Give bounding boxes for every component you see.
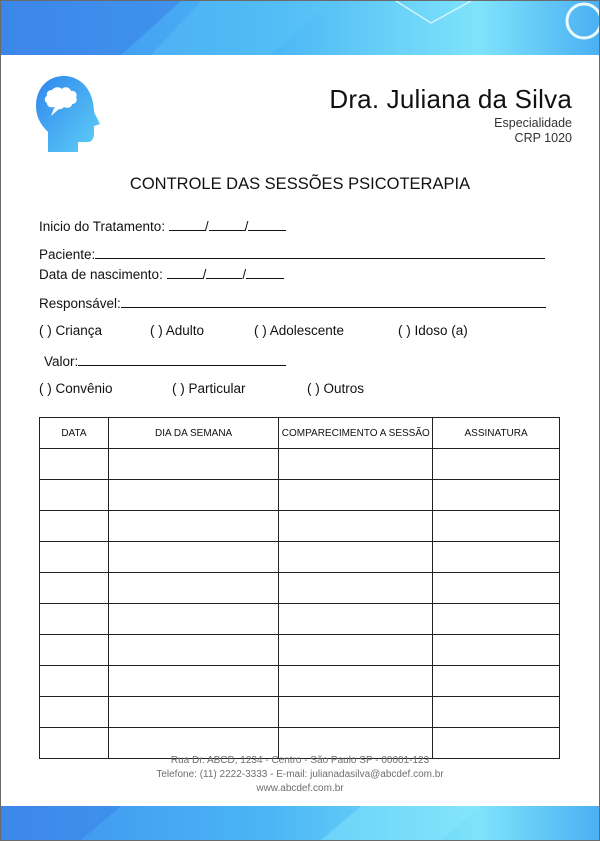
cell-data[interactable] (40, 728, 109, 759)
cell-comparecimento[interactable] (279, 604, 433, 635)
patient-label: Paciente: (39, 247, 96, 262)
birth-date-label: Data de nascimento: (39, 267, 163, 282)
cell-dia-da-semana[interactable] (108, 666, 279, 697)
sessions-table (39, 417, 560, 759)
cell-assinatura[interactable] (433, 666, 560, 697)
form-title: CONTROLE DAS SESSÕES PSICOTERAPIA (129, 175, 471, 193)
table-row (40, 604, 560, 635)
cell-comparecimento[interactable] (279, 480, 433, 511)
cell-assinatura[interactable] (433, 635, 560, 666)
cell-dia-da-semana[interactable] (108, 449, 279, 480)
footer-band-decoration (1, 806, 599, 840)
footer-band (1, 806, 599, 840)
cell-comparecimento[interactable] (279, 697, 433, 728)
specialty: Especialidade (494, 116, 572, 130)
cell-assinatura[interactable] (433, 480, 560, 511)
cell-assinatura[interactable] (433, 511, 560, 542)
cell-comparecimento[interactable] (279, 449, 433, 480)
option-outros[interactable]: ( ) Outros (307, 381, 365, 396)
header-data: DATA (40, 418, 109, 449)
cell-assinatura[interactable] (433, 728, 560, 759)
cell-data[interactable] (40, 511, 109, 542)
option-adolescente[interactable]: ( ) Adolescente (254, 323, 345, 338)
header-band-decoration (1, 1, 599, 55)
footer-contact: Telefone: (11) 2222-3333 - E-mail: julianadasilva@abcdef.com.br (156, 769, 444, 780)
cell-dia-da-semana[interactable] (108, 573, 279, 604)
footer-address: Rua Dr. ABCD, 1234 - Centro - São Paulo SP - 00001-123 (170, 755, 430, 766)
table-row (40, 542, 560, 573)
value-field[interactable] (44, 352, 286, 369)
patient-field[interactable] (39, 245, 545, 262)
treatment-start-label: Inicio do Tratamento: (39, 219, 166, 234)
date-separator: / (204, 219, 209, 234)
header-dia-da-semana: DIA DA SEMANA (108, 418, 279, 449)
cell-data[interactable] (40, 542, 109, 573)
header-assinatura: ASSINATURA (433, 418, 560, 449)
table-row (40, 697, 560, 728)
cell-data[interactable] (40, 666, 109, 697)
cell-comparecimento[interactable] (279, 511, 433, 542)
table-row (40, 728, 560, 759)
option-adulto[interactable]: ( ) Adulto (150, 323, 205, 338)
date-separator: / (202, 267, 207, 282)
guardian-label: Responsável: (39, 296, 121, 311)
doctor-name: Dra. Juliana da Silva (329, 84, 572, 114)
cell-comparecimento[interactable] (279, 542, 433, 573)
head-speech-bubble-icon (34, 74, 102, 154)
crp-number: CRP 1020 (514, 131, 572, 145)
cell-dia-da-semana[interactable] (108, 511, 279, 542)
cell-comparecimento[interactable] (279, 728, 433, 759)
cell-data[interactable] (40, 449, 109, 480)
table-header-row (40, 418, 560, 449)
table-row (40, 449, 560, 480)
table-row (40, 480, 560, 511)
cell-assinatura[interactable] (433, 697, 560, 728)
cell-dia-da-semana[interactable] (108, 635, 279, 666)
cell-dia-da-semana[interactable] (108, 697, 279, 728)
birth-date-field[interactable] (39, 265, 284, 282)
cell-dia-da-semana[interactable] (108, 480, 279, 511)
cell-assinatura[interactable] (433, 573, 560, 604)
cell-assinatura[interactable] (433, 542, 560, 573)
cell-assinatura[interactable] (433, 604, 560, 635)
cell-data[interactable] (40, 604, 109, 635)
option-particular[interactable]: ( ) Particular (172, 381, 246, 396)
cell-assinatura[interactable] (433, 449, 560, 480)
cell-dia-da-semana[interactable] (108, 604, 279, 635)
cell-data[interactable] (40, 635, 109, 666)
table-row (40, 511, 560, 542)
header-band (1, 1, 599, 55)
cell-comparecimento[interactable] (279, 635, 433, 666)
option-idoso[interactable]: ( ) Idoso (a) (398, 323, 468, 338)
table-row (40, 573, 560, 604)
cell-data[interactable] (40, 697, 109, 728)
cell-data[interactable] (40, 573, 109, 604)
value-label: Valor: (44, 354, 79, 369)
footer-website[interactable]: www.abcdef.com.br (256, 783, 344, 794)
cell-comparecimento[interactable] (279, 573, 433, 604)
cell-dia-da-semana[interactable] (108, 542, 279, 573)
cell-dia-da-semana[interactable] (108, 728, 279, 759)
table-row (40, 666, 560, 697)
guardian-field[interactable] (39, 294, 546, 311)
treatment-start-field[interactable] (39, 217, 286, 234)
cell-comparecimento[interactable] (279, 666, 433, 697)
date-separator: / (244, 219, 249, 234)
table-row (40, 635, 560, 666)
date-separator: / (242, 267, 247, 282)
header-comparecimento: COMPARECIMENTO A SESSÃO (279, 418, 433, 449)
cell-data[interactable] (40, 480, 109, 511)
option-convenio[interactable]: ( ) Convênio (39, 381, 113, 396)
option-crianca[interactable]: ( ) Criança (39, 323, 103, 338)
